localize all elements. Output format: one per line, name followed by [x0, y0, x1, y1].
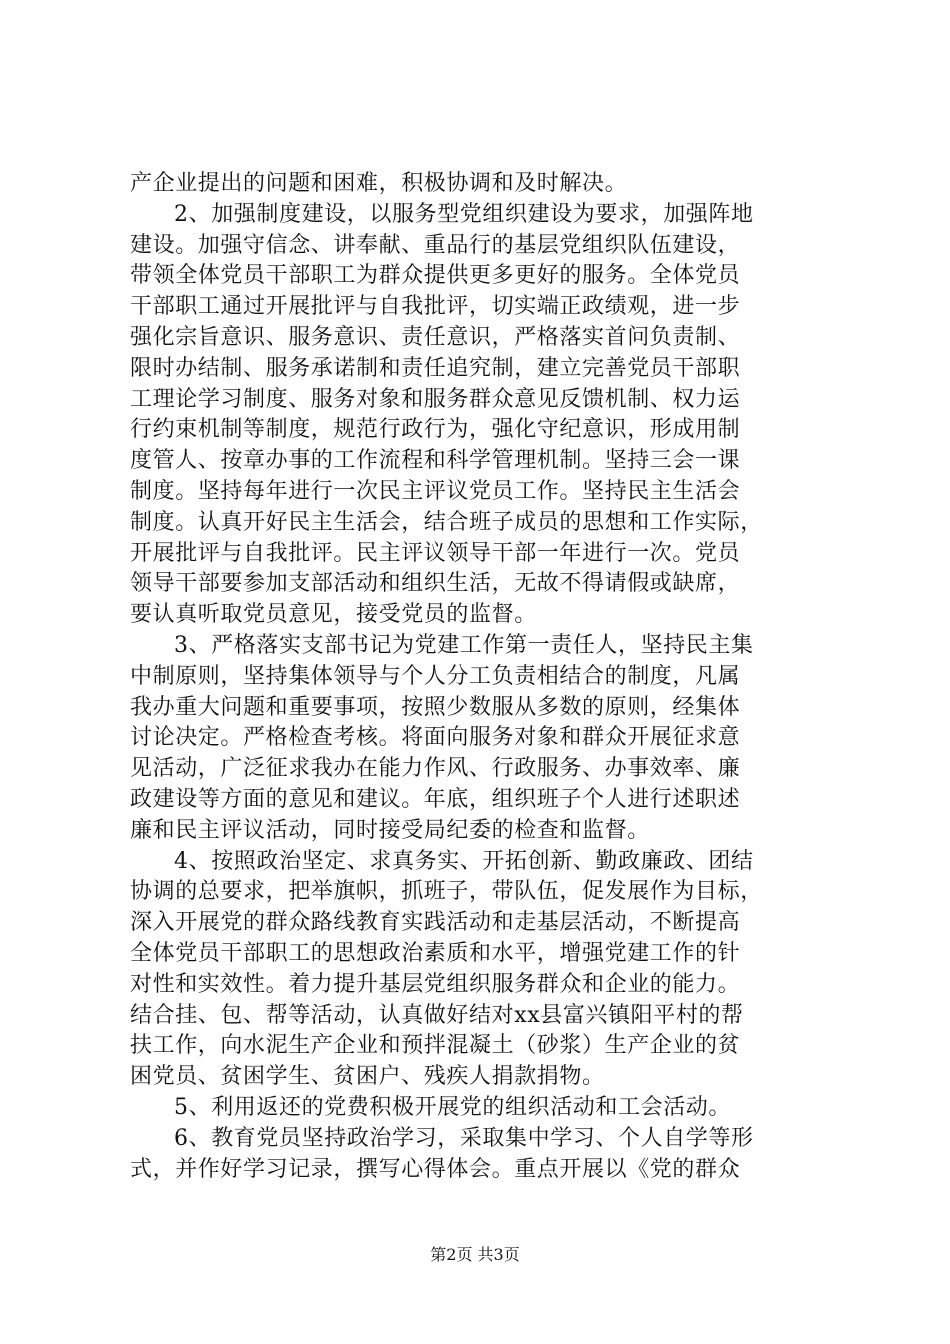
- text-line: 协调的总要求，把举旗帜，抓班子，带队伍，促发展作为目标，: [130, 879, 763, 905]
- text-line: 强化宗旨意识、服务意识、责任意识，严格落实首问负责制、: [130, 324, 741, 350]
- text-line: 干部职工通过开展批评与自我批评，切实端正政绩观，进一步: [130, 294, 741, 320]
- text-line: 工理论学习制度、服务对象和服务群众意见反馈机制、权力运: [130, 386, 741, 412]
- text-line: 我办重大问题和重要事项，按照少数服从多数的原则，经集体: [130, 694, 741, 720]
- text-line: 廉和民主评议活动，同时接受局纪委的检查和监督。: [130, 817, 650, 843]
- text-line: 制度。认真开好民主生活会，结合班子成员的思想和工作实际，: [130, 509, 763, 535]
- body-text: [130, 169, 830, 1185]
- text-line: 产企业提出的问题和困难，积极协调和及时解决。: [130, 171, 628, 196]
- text-line: 开展批评与自我批评。民主评议领导干部一年进行一次。党员: [130, 540, 741, 566]
- text-line: 制度。坚持每年进行一次民主评议党员工作。坚持民主生活会: [130, 478, 741, 504]
- text-line: 建设。加强守信念、讲奉献、重品行的基层党组织队伍建设，: [130, 232, 741, 258]
- text-line: 6、教育党员坚持政治学习，采取集中学习、个人自学等形: [174, 1125, 754, 1151]
- text-line: 4、按照政治坚定、求真务实、开拓创新、勤政廉政、团结: [174, 848, 754, 874]
- text-line: 2、加强制度建设，以服务型党组织建设为要求，加强阵地: [174, 201, 754, 227]
- text-line: 中制原则，坚持集体领导与个人分工负责相结合的制度，凡属: [130, 663, 741, 689]
- text-line: 度管人、按章办事的工作流程和科学管理机制。坚持三会一课: [130, 448, 741, 474]
- text-line: 见活动，广泛征求我办在能力作风、行政服务、办事效率、廉: [130, 756, 741, 782]
- text-line: 困党员、贫困学生、贫困户、残疾人捐款捐物。: [130, 1064, 605, 1090]
- text-line: 5、利用返还的党费积极开展党的组织活动和工会活动。: [174, 1094, 731, 1120]
- page-footer: 第2页 共3页: [430, 1245, 520, 1264]
- text-line: 领导干部要参加支部活动和组织生活，无故不得请假或缺席，: [130, 571, 741, 597]
- text-line: 扶工作，向水泥生产企业和预拌混凝土（砂浆）生产企业的贫: [130, 1033, 741, 1059]
- text-line: 要认真听取党员意见，接受党员的监督。: [130, 602, 537, 628]
- text-line: 深入开展党的群众路线教育实践活动和走基层活动，不断提高: [130, 910, 741, 936]
- text-line: 对性和实效性。着力提升基层党组织服务群众和企业的能力。: [130, 971, 741, 997]
- text-line: 政建设等方面的意见和建议。年底，组织班子个人进行述职述: [130, 786, 741, 812]
- text-line: 带领全体党员干部职工为群众提供更多更好的服务。全体党员: [130, 263, 741, 289]
- text-line: 限时办结制、服务承诺制和责任追究制，建立完善党员干部职: [130, 355, 741, 381]
- text-line: 讨论决定。严格检查考核。将面向服务对象和群众开展征求意: [130, 725, 741, 751]
- text-line: 式，并作好学习记录，撰写心得体会。重点开展以《党的群众: [130, 1156, 741, 1182]
- text-line: 全体党员干部职工的思想政治素质和水平，增强党建工作的针: [130, 940, 741, 966]
- text-line: 结合挂、包、帮等活动，认真做好结对xx县富兴镇阳平村的帮: [130, 1002, 744, 1028]
- text-line: 行约束机制等制度，规范行政行为，强化守纪意识，形成用制: [130, 417, 741, 443]
- text-line: 3、严格落实支部书记为党建工作第一责任人，坚持民主集: [174, 632, 754, 658]
